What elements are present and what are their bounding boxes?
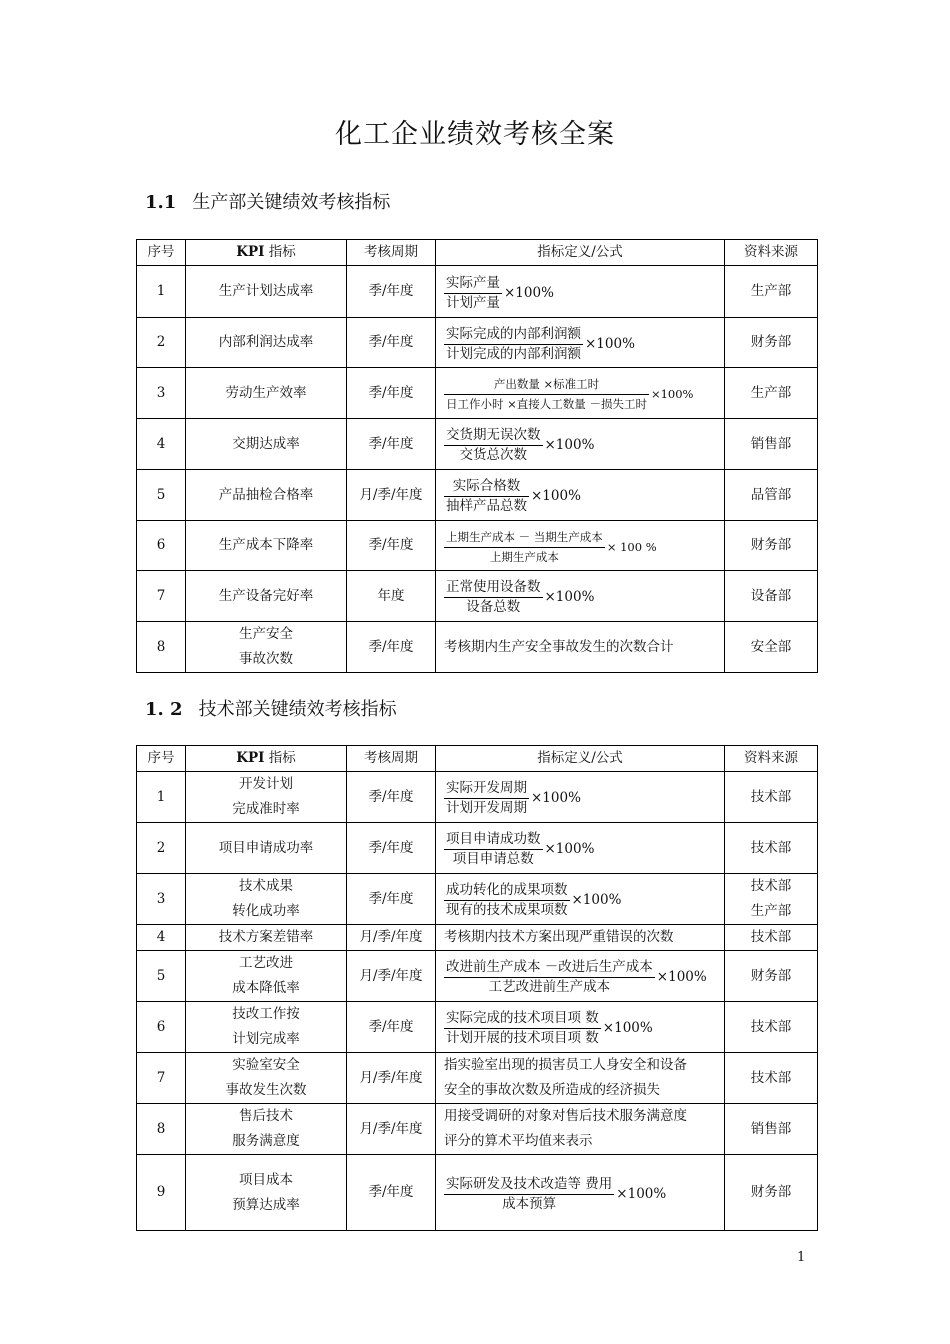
row-formula: 实际开发周期 计划开发周期 ×100% xyxy=(436,772,725,823)
row-cycle: 月/季/年度 xyxy=(347,925,436,951)
row-source: 安全部 xyxy=(725,622,818,673)
section-heading-production xyxy=(145,188,390,214)
row-cycle: 月/季/年度 xyxy=(347,1104,436,1155)
row-cycle: 季/年度 xyxy=(347,266,436,318)
row-cycle: 季/年度 xyxy=(347,823,436,874)
table-row xyxy=(137,823,818,874)
section-title: 生产部关键绩效考核指标 xyxy=(192,192,391,213)
table-row xyxy=(137,1155,818,1231)
row-kpi: 生产成本下降率 xyxy=(186,521,347,571)
table-row xyxy=(137,622,818,673)
row-cycle: 月/季/年度 xyxy=(347,470,436,521)
row-source: 技术部 xyxy=(725,1002,818,1053)
row-kpi: 售后技术 服务满意度 xyxy=(186,1104,347,1155)
table-row xyxy=(137,470,818,521)
row-cycle: 季/年度 xyxy=(347,368,436,419)
row-cycle: 季/年度 xyxy=(347,622,436,673)
row-kpi: 内部利润达成率 xyxy=(186,318,347,368)
row-formula: 正常使用设备数 设备总数 ×100% xyxy=(436,571,725,622)
header-kpi: KPI 指标 xyxy=(186,746,347,772)
row-definition: 用接受调研的对象对售后技术服务满意度 评分的算术平均值来表示 xyxy=(436,1104,725,1155)
row-formula: 实际合格数 抽样产品总数 ×100% xyxy=(436,470,725,521)
row-source: 财务部 xyxy=(725,521,818,571)
row-kpi: 生产计划达成率 xyxy=(186,266,347,318)
row-cycle: 季/年度 xyxy=(347,874,436,925)
table-row xyxy=(137,318,818,368)
row-cycle: 季/年度 xyxy=(347,772,436,823)
row-formula: 实际研发及技术改造等 费用 成本预算 ×100% xyxy=(436,1155,725,1231)
header-source: 资料来源 xyxy=(725,240,818,266)
table-row xyxy=(137,772,818,823)
row-definition: 考核期内技术方案出现严重错误的次数 xyxy=(436,925,725,951)
row-no: 3 xyxy=(137,874,186,925)
row-kpi: 生产安全 事故次数 xyxy=(186,622,347,673)
row-no: 6 xyxy=(137,521,186,571)
row-source: 生产部 xyxy=(725,266,818,318)
row-no: 1 xyxy=(137,772,186,823)
row-kpi: 项目成本 预算达成率 xyxy=(186,1155,347,1231)
table-row xyxy=(137,1002,818,1053)
row-no: 1 xyxy=(137,266,186,318)
row-formula: 实际完成的技术项目项 数 计划开展的技术项目项 数 ×100% xyxy=(436,1002,725,1053)
page-number: 1 xyxy=(797,1250,806,1265)
row-kpi: 产品抽检合格率 xyxy=(186,470,347,521)
row-kpi: 技术成果 转化成功率 xyxy=(186,874,347,925)
document-title: 化工企业绩效考核全案 xyxy=(335,119,615,150)
technology-kpi-table xyxy=(136,745,818,1231)
table-row xyxy=(137,571,818,622)
row-no: 4 xyxy=(137,419,186,470)
row-source: 财务部 xyxy=(725,1155,818,1231)
row-cycle: 月/季/年度 xyxy=(347,1053,436,1104)
row-formula: 改进前生产成本 －改进后生产成本 工艺改进前生产成本 ×100% xyxy=(436,951,725,1002)
production-kpi-table xyxy=(136,239,818,673)
row-source: 销售部 xyxy=(725,419,818,470)
header-kpi: KPI 指标 xyxy=(186,240,347,266)
row-no: 2 xyxy=(137,823,186,874)
header-no: 序号 xyxy=(137,240,186,266)
row-cycle: 季/年度 xyxy=(347,318,436,368)
row-cycle: 年度 xyxy=(347,571,436,622)
row-source: 生产部 xyxy=(725,368,818,419)
row-cycle: 月/季/年度 xyxy=(347,951,436,1002)
row-no: 3 xyxy=(137,368,186,419)
row-no: 5 xyxy=(137,470,186,521)
header-no: 序号 xyxy=(137,746,186,772)
row-kpi: 生产设备完好率 xyxy=(186,571,347,622)
row-kpi: 工艺改进 成本降低率 xyxy=(186,951,347,1002)
table-header-row xyxy=(137,746,818,772)
row-kpi: 开发计划 完成准时率 xyxy=(186,772,347,823)
table-row xyxy=(137,368,818,419)
row-kpi: 交期达成率 xyxy=(186,419,347,470)
row-source: 技术部 生产部 xyxy=(725,874,818,925)
row-source: 技术部 xyxy=(725,1053,818,1104)
row-kpi: 技术方案差错率 xyxy=(186,925,347,951)
row-formula: 实际产量 计划产量 ×100% xyxy=(436,266,725,318)
row-no: 5 xyxy=(137,951,186,1002)
header-cycle: 考核周期 xyxy=(347,240,436,266)
row-source: 设备部 xyxy=(725,571,818,622)
row-formula: 交货期无误次数 交货总次数 ×100% xyxy=(436,419,725,470)
table-row xyxy=(137,521,818,571)
row-definition: 考核期内生产安全事故发生的次数合计 xyxy=(436,622,725,673)
row-cycle: 季/年度 xyxy=(347,419,436,470)
row-formula: 成功转化的成果项数 现有的技术成果项数 ×100% xyxy=(436,874,725,925)
row-no: 8 xyxy=(137,622,186,673)
row-source: 技术部 xyxy=(725,823,818,874)
row-no: 7 xyxy=(137,571,186,622)
section-heading-technology xyxy=(145,695,397,721)
row-source: 技术部 xyxy=(725,772,818,823)
table-row xyxy=(137,874,818,925)
section-number: 1.1 xyxy=(145,192,177,213)
header-source: 资料来源 xyxy=(725,746,818,772)
table-header-row xyxy=(137,240,818,266)
header-cycle: 考核周期 xyxy=(347,746,436,772)
row-no: 4 xyxy=(137,925,186,951)
table-row xyxy=(137,419,818,470)
row-kpi: 劳动生产效率 xyxy=(186,368,347,419)
row-kpi: 技改工作按 计划完成率 xyxy=(186,1002,347,1053)
row-kpi: 项目申请成功率 xyxy=(186,823,347,874)
row-no: 2 xyxy=(137,318,186,368)
section-title: 技术部关键绩效考核指标 xyxy=(198,699,397,720)
header-definition: 指标定义/公式 xyxy=(436,240,725,266)
row-cycle: 季/年度 xyxy=(347,521,436,571)
section-number: 1. 2 xyxy=(145,699,183,720)
row-source: 财务部 xyxy=(725,318,818,368)
row-formula: 上期生产成本 － 当期生产成本 上期生产成本 × 100 % xyxy=(436,521,725,571)
row-source: 品管部 xyxy=(725,470,818,521)
row-formula: 实际完成的内部利润额 计划完成的内部利润额 ×100% xyxy=(436,318,725,368)
row-source: 技术部 xyxy=(725,925,818,951)
row-no: 9 xyxy=(137,1155,186,1231)
row-no: 6 xyxy=(137,1002,186,1053)
row-definition: 指实验室出现的损害员工人身安全和设备 安全的事故次数及所造成的经济损失 xyxy=(436,1053,725,1104)
header-definition: 指标定义/公式 xyxy=(436,746,725,772)
row-kpi: 实验室安全 事故发生次数 xyxy=(186,1053,347,1104)
row-formula: 项目申请成功数 项目申请总数 ×100% xyxy=(436,823,725,874)
table-row xyxy=(137,266,818,318)
row-source: 财务部 xyxy=(725,951,818,1002)
row-cycle: 季/年度 xyxy=(347,1155,436,1231)
table-row xyxy=(137,1053,818,1104)
row-formula: 产出数量 ×标准工时 日工作小时 ×直接人工数量 －损失工时 ×100% xyxy=(436,368,725,419)
row-no: 8 xyxy=(137,1104,186,1155)
table-row xyxy=(137,925,818,951)
row-source: 销售部 xyxy=(725,1104,818,1155)
row-no: 7 xyxy=(137,1053,186,1104)
row-cycle: 季/年度 xyxy=(347,1002,436,1053)
table-row xyxy=(137,1104,818,1155)
table-row xyxy=(137,951,818,1002)
